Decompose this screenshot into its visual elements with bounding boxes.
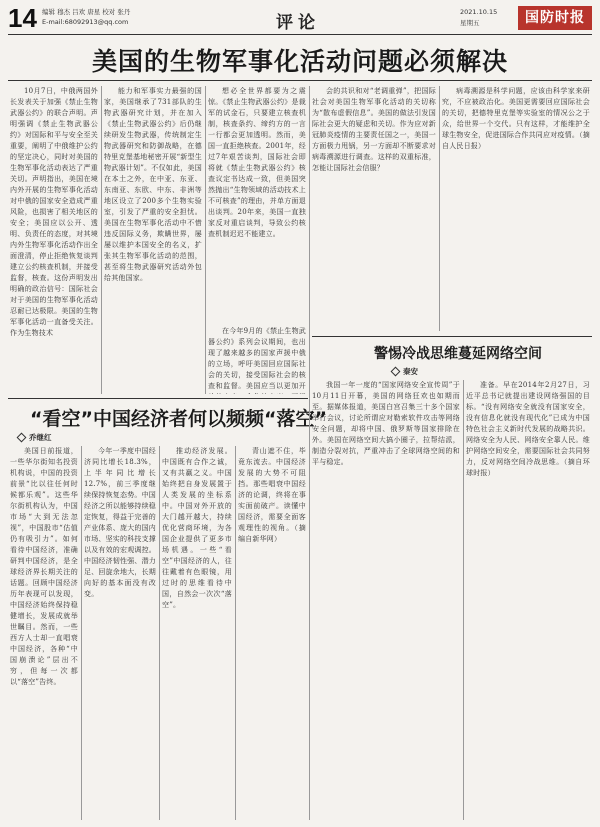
- column-divider: [81, 446, 82, 820]
- article2-headline: “看空”中国经济者何以频频“落空”: [30, 408, 327, 430]
- article3-byline: [392, 366, 418, 377]
- article2-column-1: 美国日前报道，一些华尔街知名投资机构说，中国的投资前景“比以往任何时候都乐观”。这些华尔街机构认为，中国市场“大到无法忽视”，中国股市“估值仍有吸引力”。如何看待中国经济，准确研判中国经济，是全球经济界长期关注的话题。回顾中国经济历年表现可以发现，中国经济始终保持稳健增长，发展成就举世瞩目。然而，一些西方人士却一直唱衰中国经济，各种“中国崩溃论”层出不穷，但每一次都以“落空”告终。: [10, 447, 78, 686]
- diamond-icon: [391, 367, 401, 377]
- article2-column-2: 今年一季度中国经济同比增长18.3%，上半年同比增长12.7%，前三季度继续保持恢复态势。中国经济之所以能够持续稳定恢复，得益于完善的产业体系、庞大的国内市场、坚实的科技支撑以及有效的宏观调控。中国经济韧性强、潜力足、回旋余地大，长期向好的基本面没有改变。: [84, 447, 156, 598]
- issue-date: 2021.10.15: [460, 8, 498, 16]
- diamond-icon: [17, 433, 27, 443]
- issue-weekday: 星期五: [460, 19, 480, 27]
- article3-column-1: 我国一年一度的“国家网络安全宣传周”于10月11日开幕，美国的网络狂欢也如期而至。据媒体报道，美国白宫召集三十多个国家举行会议，讨论所谓应对勒索软件攻击等网络安全问题，却将中国、俄罗斯等国家排除在外。美国在网络空间大搞小圈子，拉帮结派，制造分裂对抗，严重冲击了全球网络空间的和平与稳定。: [312, 381, 460, 466]
- column-divider: [235, 446, 236, 820]
- header-rule: [8, 34, 592, 35]
- article3-column-2: 准备。早在2014年2月27日，习近平总书记就提出建设网络强国的目标。“没有网络安全就没有国家安全，没有信息化就没有现代化”已成为中国特色社会主义新时代发展的战略共识。网络安全为人民、网络安全靠人民。维护网络空间安全，需要国际社会共同努力，反对网络空间冷战思维。（摘自环球时报）: [466, 381, 590, 477]
- page-number: 14: [8, 3, 37, 33]
- column-divider: [205, 86, 206, 394]
- article1-column-2: 能力和军事实力最强的国家，美国继承了731部队的生物武器研究计划，并在加入《禁止生物武器公约》后仍继续研发生物武器，传统制定生物武器研究和防御战略，在德特里克堡基地秘密开展“新型生物武器计划”。不仅如此，美国在本土之外，在中亚、东亚、东南亚、东欧、中东、非洲等地区设立了200多个生物实验室，引发了严重的安全担忧。美国在生物军事化活动中不惜违反国际义务，欺瞒世界，屡屡以维护本国安全的名义，扩张其生物军事化活动的范围，甚至将生物武器研究活动外包给其他国家。: [104, 87, 202, 282]
- column-divider: [439, 86, 440, 331]
- editor-credits: 编辑 穆杰 吕欢 唐星 校对 张丹: [42, 8, 131, 16]
- article1-column-6: 病毒溯源是科学问题，应该由科学家来研究，不应被政治化。美国更需要回应国际社会的关切，把德特里克堡等实验室的情况公之于众，给世界一个交代。只有这样，才能维护全球生物安全，促进国际合作共同应对疫情。（摘自人民日报）: [442, 87, 590, 150]
- issue-date-block: [460, 7, 497, 29]
- section-rule: [312, 336, 592, 337]
- newspaper-logo: 国防时报: [518, 6, 592, 30]
- article1-column-3: 想必全世界都要为之震惊。《禁止生物武器公约》是裁军的试金石，只要建立核查机制，核查条约、缔约方的一言一行都会更加透明。然而，美国一直拒绝核查。2001年，经过7年艰苦谈判，国际社会即将就《禁止生物武器公约》核查议定书达成一致，但美国突然抛出“生物领域的活动技术上不可核查”的理由，并单方面退出谈判。20年来，美国一直独家反对重启谈判，导致公约核查机制迟迟不能建立。: [208, 87, 306, 238]
- contact-email: E-mail:68092913@qq.com: [42, 18, 129, 26]
- column-divider: [309, 336, 310, 820]
- article3-author: 秦安: [403, 367, 418, 376]
- column-divider: [101, 86, 102, 394]
- article2-byline: [18, 432, 52, 443]
- article1-column-4: 在今年9月的《禁止生物武器公约》系列会议期间，也出现了越来越多的国家声援中俄的立场，呼吁美国回应国际社会的关切，接受国际社会的核查和监督。美国应当以更加开: [208, 327, 306, 390]
- article1-column-1: 10月7日，中俄两国外长发表关于加强《禁止生物武器公约》的联合声明。声明强调《禁止生物武器公约》对国际和平与安全至关重要，阐明了中俄维护公约的坚定决心，同时对美国的生物军事化活动表达了严重关切。声明指出，美国在境内外开展的生物军事化活动对中俄的国家安全造成严重风险，也损害了相关地区的安全；美国应以公开、透明、负责任的态度，对其境内外生物军事化活动作出全面澄清，停止拒绝恢复谈判建立公约核查机制，并接受监督，核查。这份声明发出明确的政治信号：国际社会对于美国的生物军事化活动忍耐已达极限。美国的生物军事化活动一直备受关注。作为生物技术: [10, 87, 98, 337]
- column-divider: [159, 446, 160, 820]
- main-headline: 美国的生物军事化活动问题必须解决: [91, 47, 508, 76]
- article2-author: 乔继红: [29, 433, 52, 442]
- article1-column-5: 会的共识和对“老调重弹”，把国际社会对美国生物军事化活动的关切称为“散布虚假信息”。美国的做法引发国际社会更大的疑虑和关切。作为应对新冠肺炎疫情的主要责任国之一，美国一方面极力甩锅，另一方面却不断要求对病毒溯源进行调查。这样的双重标准，怎能让国际社会信服？: [312, 87, 436, 172]
- headline-rule: [8, 80, 592, 81]
- column-divider: [463, 380, 464, 820]
- section-title: 评论: [276, 13, 320, 33]
- section-rule: [8, 398, 308, 399]
- page-header: [8, 4, 592, 34]
- article2-column-3: 推动经济发展。中国既有合作之诚，又有共赢之义。中国始终把自身发展置于人类发展的坐标系中。中国对外开放的大门越开越大，持续优化营商环境，为各国企业提供了更多市场机遇。一些“看空”中国经济的人，往往戴着有色眼镜，用过时的思维看待中国，自然会一次次“落空”。: [162, 447, 232, 609]
- article3-headline: 警惕冷战思维蔓延网络空间: [374, 346, 542, 362]
- article2-column-4: 青山遮不住，毕竟东流去。中国经济发展的大势不可阻挡。那些唱衰中国经济的论调，终将在事实面前破产。读懂中国经济，需要全面客观理性的视角。（摘编自新华网）: [238, 447, 306, 543]
